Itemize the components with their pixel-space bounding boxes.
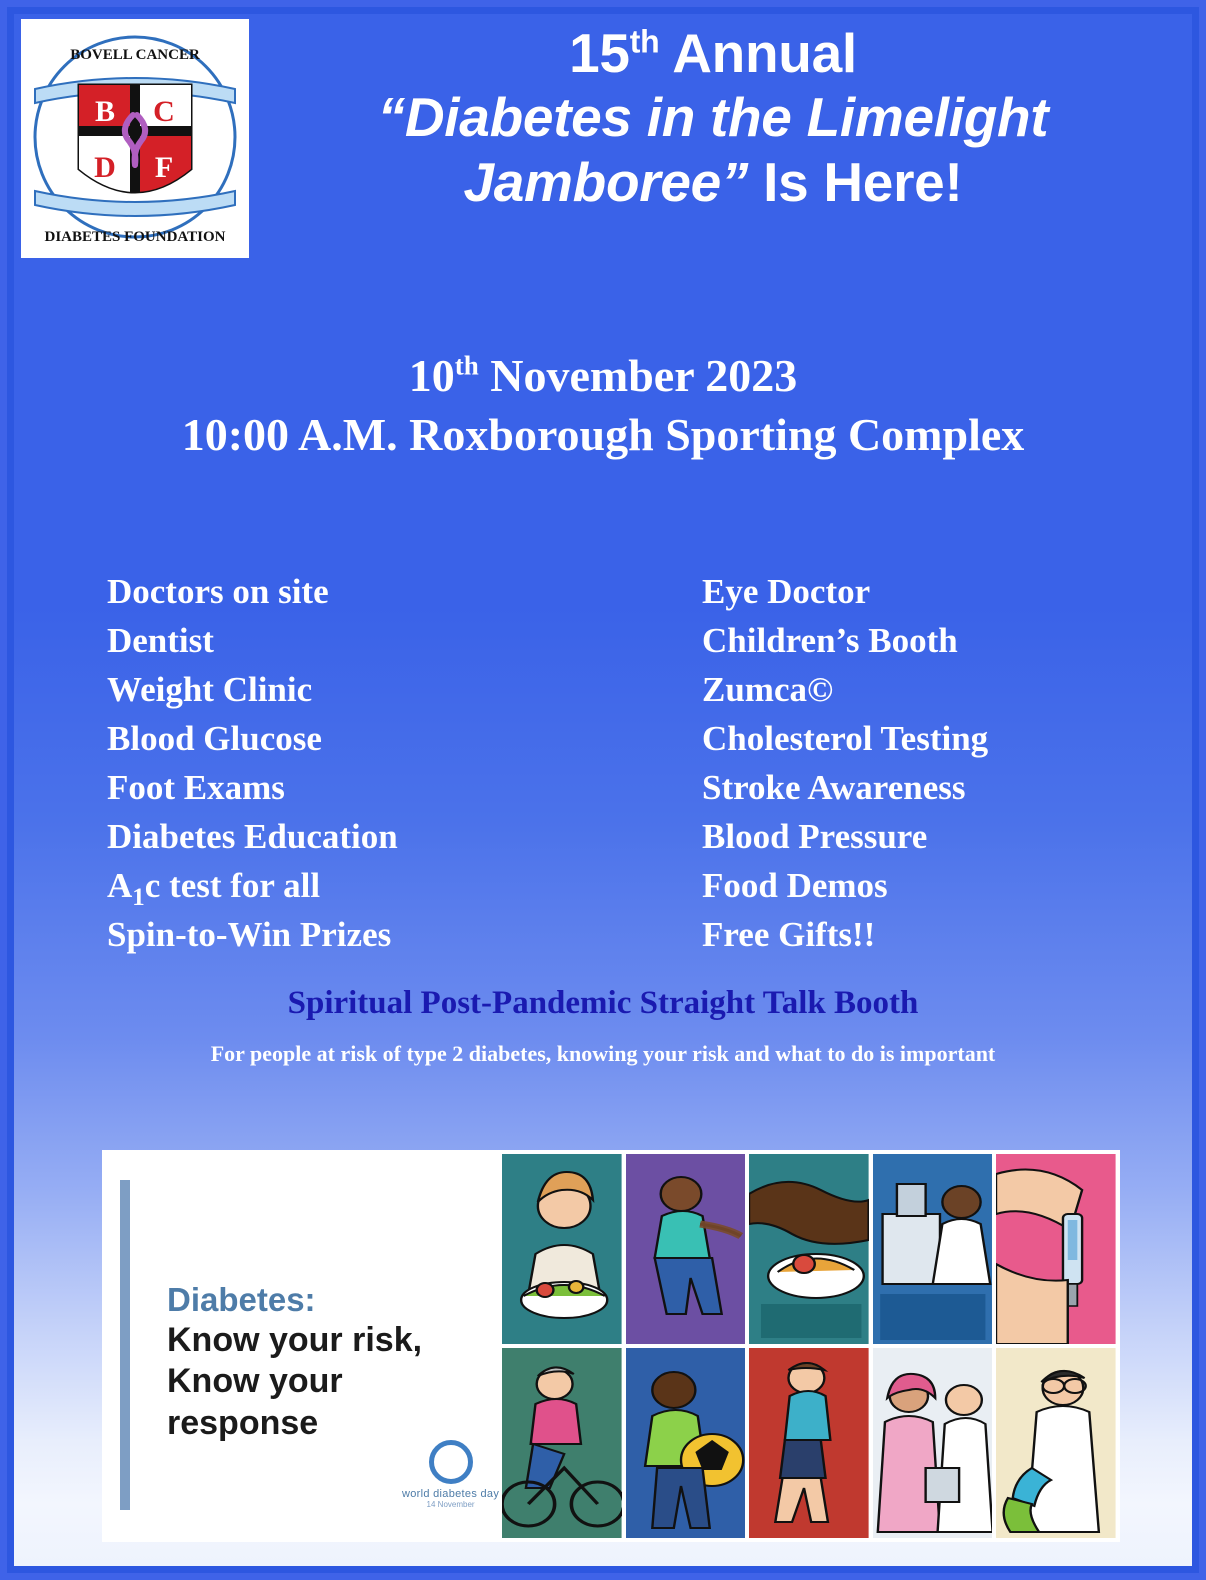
services-list: [107, 567, 1139, 959]
banner-accent-bar: [120, 1180, 130, 1510]
illustration-cyclist: [502, 1348, 622, 1538]
title-line-1: [257, 21, 1169, 85]
event-day-suffix: th: [454, 350, 479, 381]
banner-illustration-grid: [502, 1150, 1120, 1542]
service-item: Blood Pressure: [702, 817, 928, 856]
service-item: Free Gifts!!: [702, 915, 876, 954]
illustration-man-stretching: [626, 1154, 746, 1344]
title-line-3: [257, 150, 1169, 214]
service-item: Doctors on site: [107, 572, 329, 611]
service-item: Dentist: [107, 621, 214, 660]
illustration-consultation: [873, 1348, 993, 1538]
blue-circle-icon: [429, 1440, 473, 1484]
organization-logo: [21, 19, 249, 258]
event-time-venue: 10:00 A.M. Roxborough Sporting Complex: [181, 408, 1025, 460]
services-column-left: [107, 567, 702, 959]
illustration-woman-salad: [502, 1154, 622, 1344]
logo-letter-c: C: [153, 95, 175, 128]
service-item: Foot Exams: [107, 768, 285, 807]
event-date: [7, 347, 1199, 405]
services-column-right: [702, 567, 1139, 959]
logo-letter-b: B: [94, 95, 116, 128]
event-month-year: November 2023: [478, 350, 798, 401]
illustration-runner: [749, 1348, 869, 1538]
service-item: Eye Doctor: [702, 572, 871, 611]
highlight-text: Spiritual Post-Pandemic Straight Talk Booth: [287, 985, 919, 1021]
risk-note-text: For people at risk of type 2 diabetes, knowing your risk and what to do is important: [210, 1041, 996, 1066]
illustration-injection: [996, 1154, 1116, 1344]
illustration-eye-exam: [873, 1154, 993, 1344]
illustration-boy-ball: [626, 1348, 746, 1538]
event-day: 10: [408, 350, 455, 401]
event-details: [7, 347, 1199, 464]
wdd-date: 14 November: [426, 1500, 475, 1509]
title-annual-word: Annual: [659, 22, 857, 84]
logo-letter-d: D: [94, 151, 116, 184]
service-item: Children’s Booth: [702, 621, 958, 660]
service-item: Cholesterol Testing: [702, 719, 989, 758]
title-jamboree: Jamboree”: [463, 150, 749, 213]
illustration-hand-food: [749, 1154, 869, 1344]
service-item: Diabetes Education: [107, 817, 398, 856]
a1c-prefix: A: [107, 866, 133, 905]
wdd-name: world diabetes day: [402, 1488, 500, 1500]
a1c-suffix: c test for all: [144, 866, 321, 905]
banner-text-panel: [102, 1150, 502, 1542]
service-item-a1c: [107, 861, 702, 910]
service-item: Food Demos: [702, 866, 888, 905]
world-diabetes-day-logo: [402, 1440, 499, 1509]
service-item: Weight Clinic: [107, 670, 313, 709]
banner-headline-1: Know your risk,: [167, 1320, 423, 1359]
banner-headline-2: Know your response: [167, 1362, 343, 1442]
logo-top-text: BOVELL CANCER: [70, 47, 200, 63]
logo-bottom-text: DIABETES FOUNDATION: [44, 229, 226, 245]
poster-title: [257, 21, 1169, 214]
title-is-here: Is Here!: [748, 150, 963, 213]
service-item: Blood Glucose: [107, 719, 322, 758]
a1c-subscript: 1: [132, 884, 145, 911]
illustration-doctor-gloves: [996, 1348, 1116, 1538]
service-item: Stroke Awareness: [702, 768, 966, 807]
banner-message: [167, 1280, 502, 1444]
title-ordinal-suffix: th: [629, 23, 660, 60]
logo-letter-f: F: [154, 151, 174, 184]
service-item: Spin-to-Win Prizes: [107, 915, 392, 954]
bcdf-logo-icon: [21, 19, 249, 258]
service-item: Zumca©: [702, 670, 834, 709]
title-line-2: “Diabetes in the Limelight: [377, 86, 1049, 149]
world-diabetes-day-banner: [102, 1150, 1120, 1542]
title-number: 15: [569, 22, 630, 84]
banner-kicker: Diabetes:: [167, 1281, 316, 1318]
